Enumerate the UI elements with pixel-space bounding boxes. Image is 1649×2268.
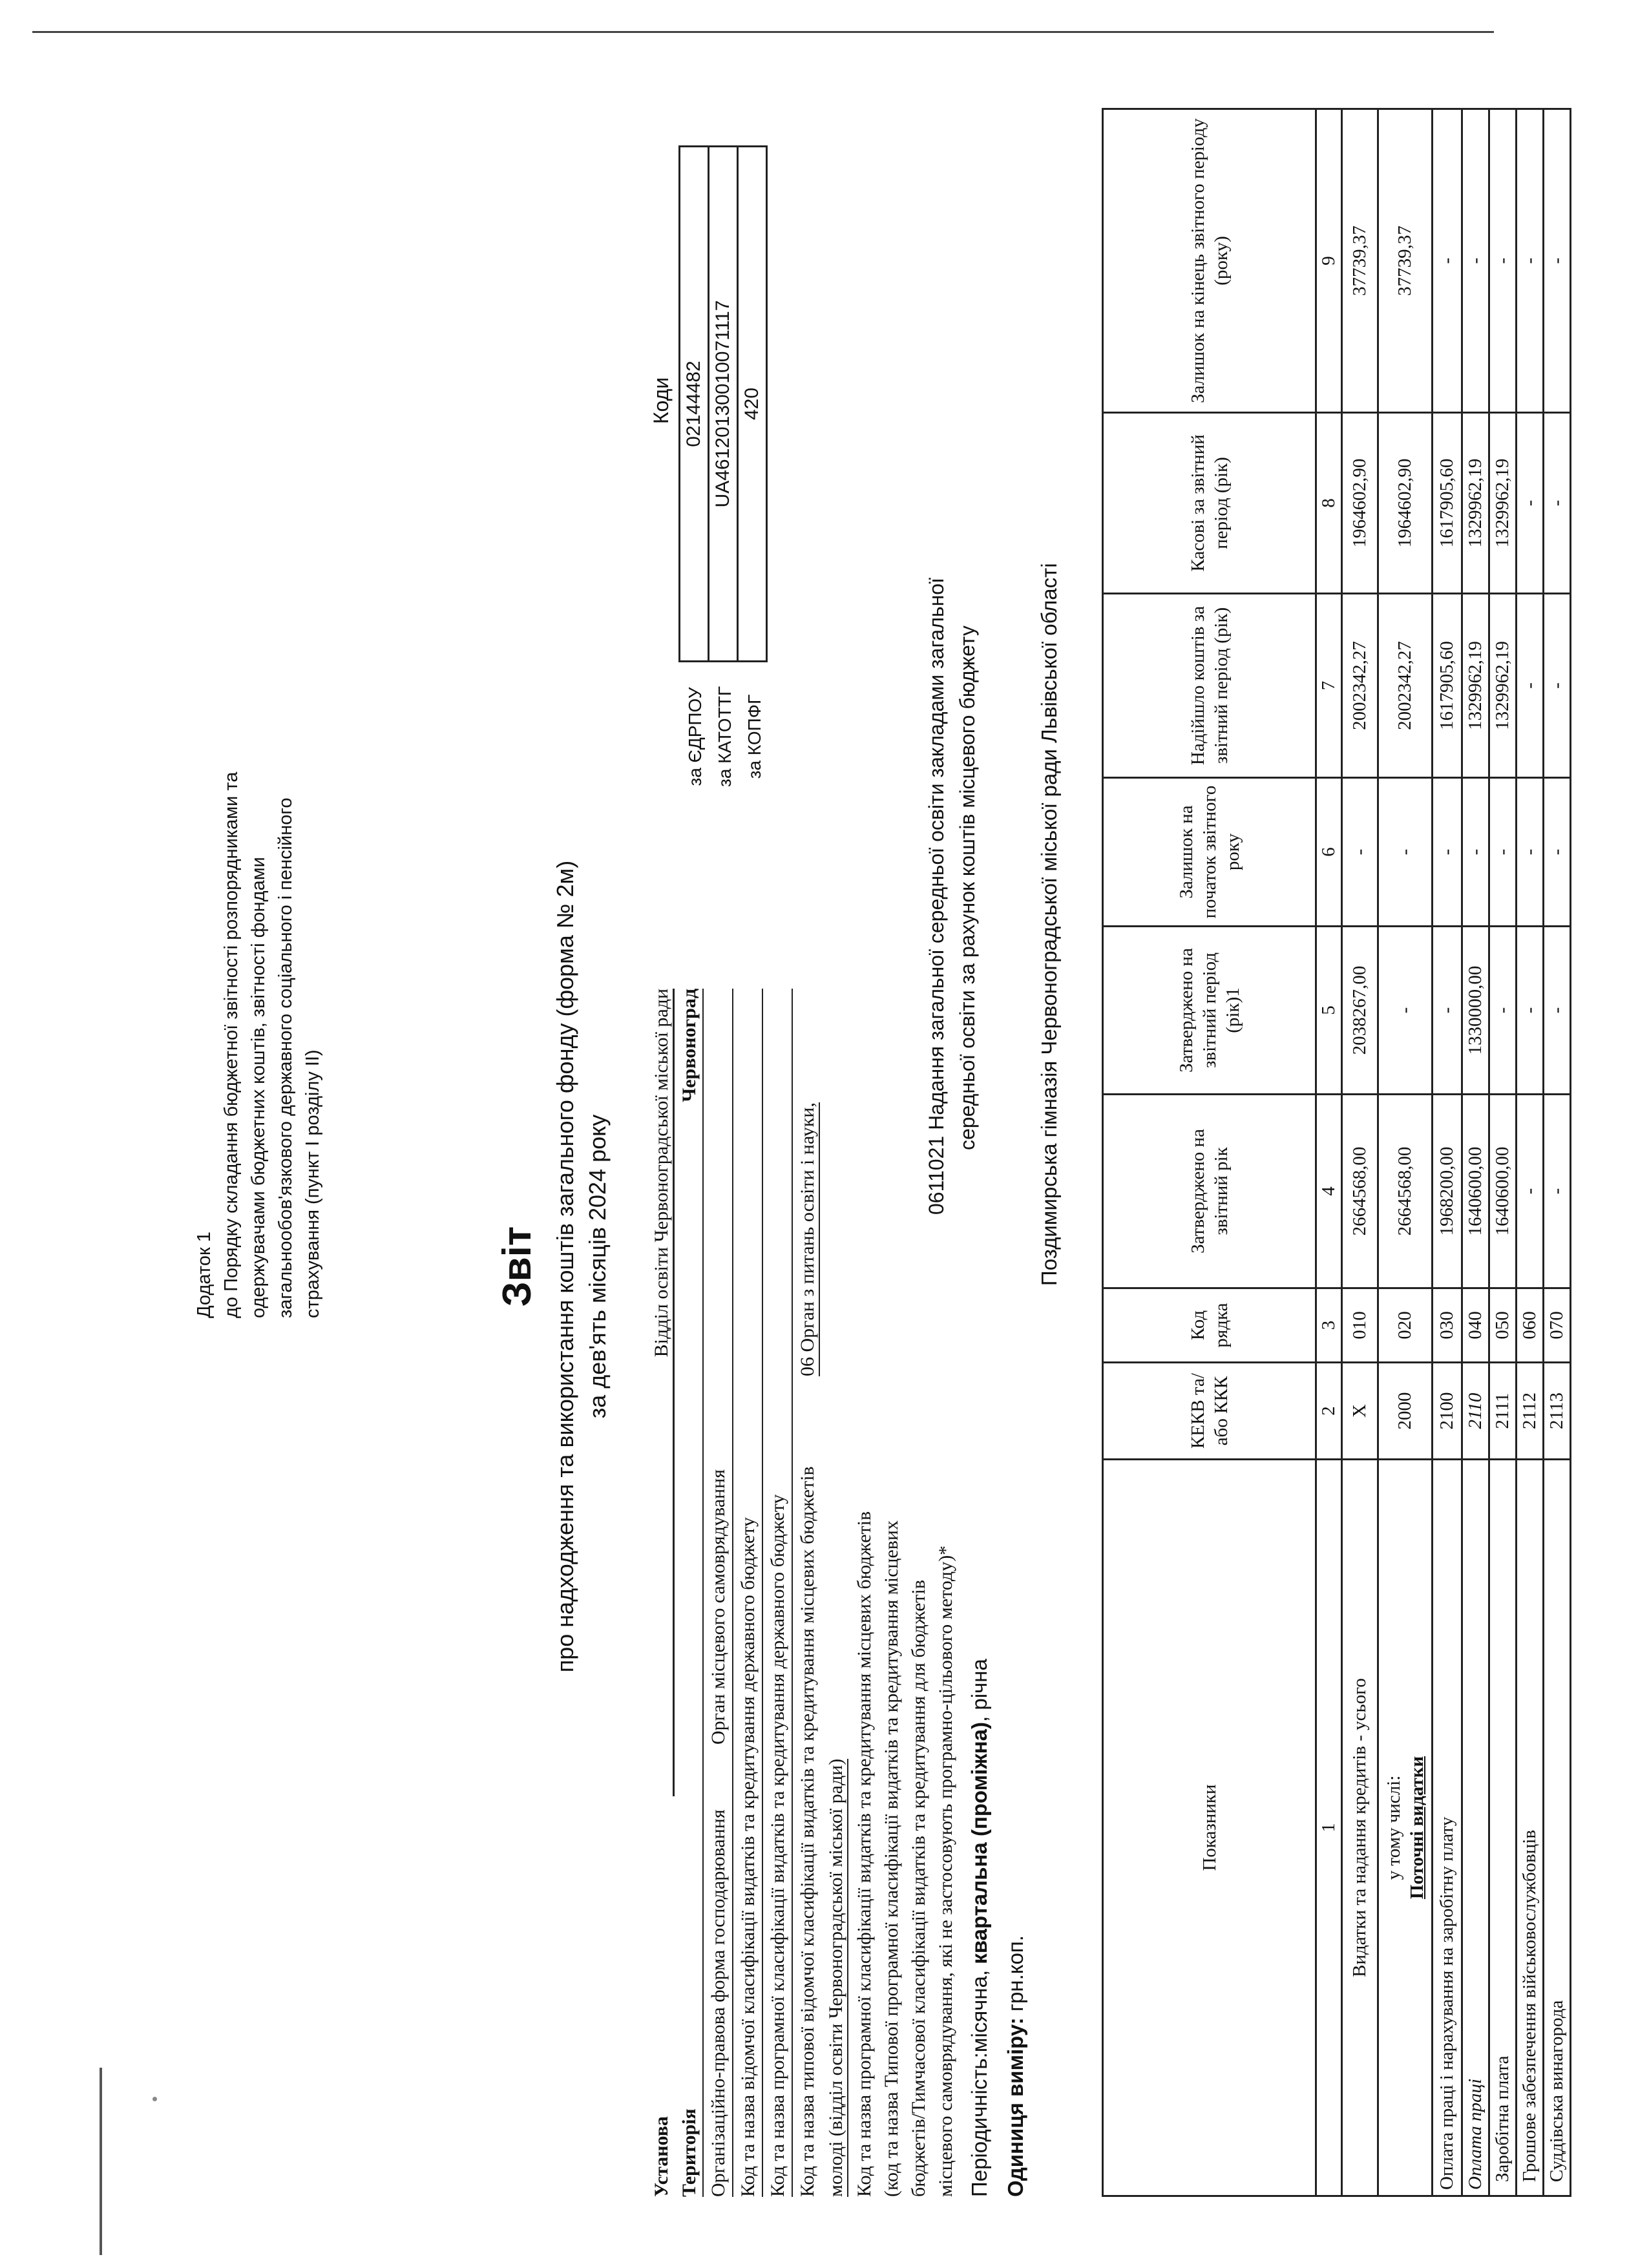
- row-approved-year: 1640600,00: [1489, 1095, 1517, 1288]
- row-received: 2002342,27: [1378, 594, 1433, 778]
- row-code: 010: [1342, 1288, 1378, 1363]
- row-balance-start: -: [1462, 778, 1489, 927]
- row-approved-period: 1330000,00: [1462, 927, 1489, 1095]
- row-indicator: Оплата праці і нарахування на заробітну плату: [1433, 1460, 1462, 2196]
- column-number: 7: [1316, 594, 1342, 778]
- appendix-line: до Порядку складання бюджетної звітності розпорядниками та: [221, 772, 242, 1318]
- table-row: [1378, 109, 1433, 2196]
- territory-label: Територія: [678, 2108, 700, 2197]
- rotated-report-page: [68, 71, 1573, 2236]
- row-approved-period: 2038267,00: [1342, 927, 1378, 1095]
- row-code: 070: [1544, 1288, 1571, 1363]
- table-row: [1517, 109, 1544, 2196]
- row-kekv: 2111: [1489, 1363, 1517, 1460]
- katottg-label: за КАТОТТГ: [715, 686, 735, 787]
- row-balance-start: -: [1517, 778, 1544, 927]
- row-received: -: [1517, 594, 1544, 778]
- row-approved-year: 1968200,00: [1433, 1095, 1462, 1288]
- row-code: 060: [1517, 1288, 1544, 1363]
- row-cash-expenses: -: [1544, 413, 1571, 594]
- row-approved-period: -: [1517, 927, 1544, 1095]
- row-indicator: Суддівська винагорода: [1544, 1460, 1571, 2196]
- dept-code-label: Код та назва відомчої класифікації видатків та кредитування державного бюджету: [737, 1517, 759, 2197]
- subtitle-period: за дев'ять місяців 2024 року: [584, 1114, 611, 1419]
- row-cash-expenses: 1964602,90: [1342, 413, 1378, 594]
- kopfg-label: за КОПФГ: [744, 694, 764, 779]
- appendix-line: страхування (пункт І розділу ІІ): [302, 1049, 323, 1318]
- program-line: середньої освіти за рахунок коштів місцевого бюджету: [956, 625, 979, 1150]
- row-code: 050: [1489, 1288, 1517, 1363]
- katottg-code: UA46120130010071117: [709, 147, 738, 662]
- row-balance-start: -: [1378, 778, 1433, 927]
- row-balance-end: -: [1433, 109, 1462, 413]
- territory-underline: [702, 989, 704, 2197]
- row-cash-expenses: -: [1517, 413, 1544, 594]
- legal-form-underline: [732, 989, 733, 2197]
- establishment-value: Відділ освіти Червоноградської міської ради: [651, 989, 675, 1796]
- row-indicator-title: Поточні видатки: [1406, 1756, 1427, 1900]
- program-line: 0611021 Надання загальної середньої освіти закладами загальної: [925, 578, 948, 1215]
- header-cash-expenses: Касові за звітний період (рік): [1103, 413, 1316, 594]
- appendix-line: Додаток 1: [194, 1232, 215, 1318]
- column-number: 8: [1316, 413, 1342, 594]
- header-received: Надійшло коштів за звітний період (рік): [1103, 594, 1316, 778]
- row-code: 040: [1462, 1288, 1489, 1363]
- column-number: 9: [1316, 109, 1342, 413]
- header-balance-end: Залишок на кінець звітного періоду (року): [1103, 109, 1316, 413]
- row-code: 030: [1433, 1288, 1462, 1363]
- row-received: -: [1544, 594, 1571, 778]
- edrpou-label: за ЄДРПОУ: [685, 687, 705, 786]
- row-balance-start: -: [1489, 778, 1517, 927]
- local-prog-label: Код та назва програмної класифікації видатків та кредитування місцевих бюджетів: [854, 1511, 875, 2197]
- typical-prog-label: бюджетів/Тимчасової класифікації видатків та кредитування для бюджетів: [908, 1579, 929, 2197]
- establishment-label: Установа: [651, 2116, 672, 2197]
- row-approved-year: 2664568,00: [1342, 1095, 1378, 1288]
- row-approved-year: 1640600,00: [1462, 1095, 1489, 1288]
- header-approved-year: Затверджено на звітний рік: [1103, 1095, 1316, 1288]
- typical-prog-label: місцевого самоврядування, які не застосовують програмно-цільового методу)*: [935, 1545, 956, 2197]
- edrpou-code: 02144482: [680, 147, 709, 662]
- report-subtitle: [549, 653, 614, 1880]
- header-balance-start: Залишок на початок звітного року: [1103, 778, 1316, 927]
- legal-form-value: Орган місцевого самоврядування: [708, 1469, 729, 1745]
- unit: [1003, 1935, 1028, 2197]
- typical-dept-continuation: молоді (відділ освіти Червоноградської міської ради): [825, 1759, 848, 2197]
- row-code: 020: [1378, 1288, 1433, 1363]
- typical-prog-label: (код та назва Типової програмної класифікації видатків та кредитування місцевих: [881, 1520, 902, 2197]
- row-cash-expenses: 1964602,90: [1378, 413, 1433, 594]
- row-approved-period: -: [1433, 927, 1462, 1095]
- table-row: [1433, 109, 1462, 2196]
- row-received: 1329962,19: [1489, 594, 1517, 778]
- row-cash-expenses: 1329962,19: [1489, 413, 1517, 594]
- table-header-row: [1103, 109, 1316, 2196]
- column-number: 1: [1316, 1460, 1342, 2196]
- row-kekv: 2100: [1433, 1363, 1462, 1460]
- territory-value: Червоноград: [678, 989, 700, 1102]
- periodicity-label: Періодичність:місячна,: [967, 1964, 991, 2197]
- table-row: [1342, 109, 1378, 2196]
- row-approved-period: -: [1378, 927, 1433, 1095]
- prog-code-underline: [792, 989, 793, 2197]
- appendix-line: загальнообов'язкового державного соціального і пенсійного: [275, 797, 296, 1318]
- unit-value: грн.коп.: [1003, 1935, 1027, 2018]
- row-received: 1329962,19: [1462, 594, 1489, 778]
- row-indicator-prefix: у тому числі:: [1383, 1775, 1404, 1880]
- typical-dept-label: Код та назва типової відомчої класифікації видатків та кредитування місцевих бюджетів: [797, 1466, 818, 2197]
- legal-form-label: Організаційно-правова форма господарювання: [708, 1809, 729, 2197]
- row-kekv: 2000: [1378, 1363, 1433, 1460]
- unit-label: Одиниця виміру:: [1003, 2017, 1027, 2197]
- periodicity-selected: квартальна (проміжна): [967, 1721, 991, 1964]
- report-table: [1102, 108, 1571, 2197]
- row-kekv: 2110: [1462, 1363, 1489, 1460]
- codes-table: [678, 145, 768, 662]
- program-value: [921, 330, 983, 1363]
- row-balance-start: -: [1433, 778, 1462, 927]
- row-balance-start: -: [1342, 778, 1378, 927]
- row-indicator: Оплата праці: [1462, 1460, 1489, 2196]
- kopfg-code: 420: [738, 147, 767, 662]
- column-number: 5: [1316, 927, 1342, 1095]
- row-balance-end: -: [1517, 109, 1544, 413]
- typical-dept-value: 06 Орган з питань освіти і науки,: [797, 1102, 820, 1376]
- row-approved-period: -: [1544, 927, 1571, 1095]
- table-row: [1462, 109, 1489, 2196]
- row-cash-expenses: 1329962,19: [1462, 413, 1489, 594]
- row-balance-end: 37739,37: [1342, 109, 1378, 413]
- row-cash-expenses: 1617905,60: [1433, 413, 1462, 594]
- row-approved-year: -: [1517, 1095, 1544, 1288]
- prog-code-label: Код та назва програмної класифікації видатків та кредитування державного бюджету: [767, 1494, 788, 2197]
- row-kekv: 2112: [1517, 1363, 1544, 1460]
- row-indicator: Видатки та надання кредитів - усього: [1342, 1460, 1378, 2196]
- table-row: [1544, 109, 1571, 2196]
- scan-edge-line: [32, 31, 1494, 33]
- header-indicators: Показники: [1103, 1460, 1316, 2196]
- column-number-row: [1316, 109, 1342, 2196]
- row-indicator: [1378, 1460, 1433, 2196]
- column-number: 4: [1316, 1095, 1342, 1288]
- header-row-code: Код рядка: [1103, 1288, 1316, 1363]
- column-number: 2: [1316, 1363, 1342, 1460]
- row-balance-end: -: [1489, 109, 1517, 413]
- header-kekv: КЕКВ та/або ККК: [1103, 1363, 1316, 1460]
- table-row: [1489, 109, 1517, 2196]
- row-balance-start: -: [1544, 778, 1571, 927]
- column-number: 6: [1316, 778, 1342, 927]
- codes-heading: Коди: [649, 377, 673, 425]
- row-balance-end: 37739,37: [1378, 109, 1433, 413]
- row-indicator: Заробітна плата: [1489, 1460, 1517, 2196]
- row-approved-period: -: [1489, 927, 1517, 1095]
- organization-name: Поздимирська гімназія Червоноградської міської ради Львівської області: [1037, 563, 1061, 1286]
- row-kekv: X: [1342, 1363, 1378, 1460]
- appendix-note: [191, 388, 326, 1318]
- column-number: 3: [1316, 1288, 1342, 1363]
- row-approved-year: -: [1544, 1095, 1571, 1288]
- row-balance-end: -: [1544, 109, 1571, 413]
- report-title: Звіт: [495, 1226, 540, 1307]
- appendix-line: одержувачами бюджетних коштів, звітності фондами: [248, 857, 269, 1318]
- row-received: 1617905,60: [1433, 594, 1462, 778]
- subtitle-line: про надходження та використання коштів загального фонду (форма № 2м): [552, 860, 578, 1673]
- row-received: 2002342,27: [1342, 594, 1378, 778]
- row-balance-end: -: [1462, 109, 1489, 413]
- row-indicator: Грошове забезпечення військовослужбовців: [1517, 1460, 1544, 2196]
- periodicity: [967, 1659, 992, 2197]
- row-kekv: 2113: [1544, 1363, 1571, 1460]
- row-approved-year: 2664568,00: [1378, 1095, 1433, 1288]
- periodicity-rest: , річна: [967, 1659, 991, 1722]
- header-approved-period: Затверджено на звітний період (рік)1: [1103, 927, 1316, 1095]
- dept-code-underline: [762, 989, 763, 2197]
